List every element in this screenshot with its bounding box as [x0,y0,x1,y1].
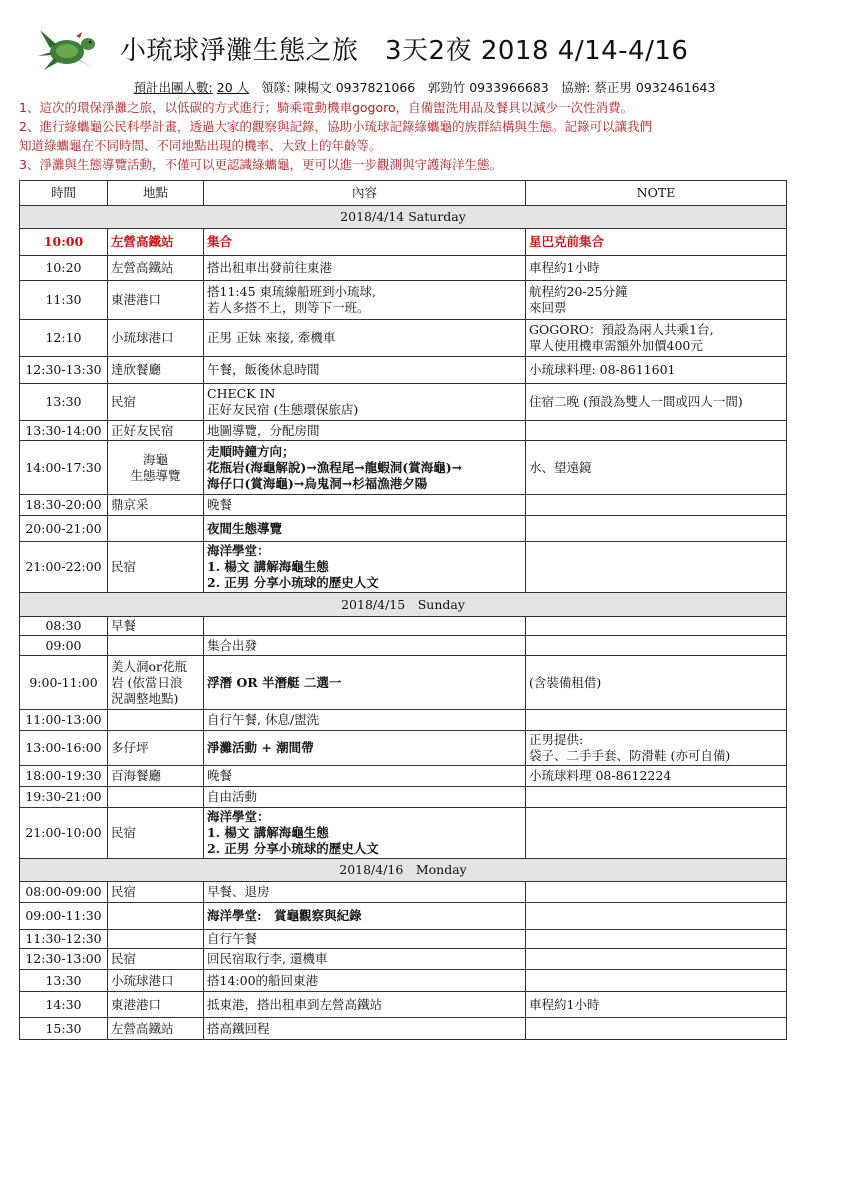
cell-note [526,882,787,903]
table-row [20,970,787,992]
cell-place: 多仔坪 [108,731,204,766]
cell-note [526,808,787,859]
cell-content: 午餐，飯後休息時間 [204,357,526,384]
note-line: 知道綠蠵龜在不同時間、不同地點出現的機率、大致上的年齡等。 [19,138,382,153]
table-row [20,882,787,903]
cell-note [526,710,787,731]
cell-time: 15:30 [20,1018,108,1040]
cell-place: 民宿 [108,949,204,970]
column-header-content: 內容 [204,181,526,206]
cell-note: 水、望遠鏡 [526,441,787,495]
cell-content: 海洋學堂： 1. 楊文 講解海龜生態 2. 正男 分享小琉球的歷史人文 [204,808,526,859]
cell-time: 18:00-19:30 [20,766,108,787]
table-row [20,903,787,930]
table-row [20,949,787,970]
cell-note [526,636,787,656]
cell-content: 晚餐 [204,495,526,516]
cell-time: 13:30 [20,384,108,421]
cell-content: 自行午餐 [204,930,526,949]
cell-place: 民宿 [108,882,204,903]
cell-place: 百海餐廳 [108,766,204,787]
cell-place: 東港港口 [108,281,204,320]
table-row [20,656,787,710]
cell-time: 09:00-11:30 [20,903,108,930]
cell-place: 正好友民宿 [108,421,204,441]
table-row [20,320,787,357]
cell-note: 正男提供: 袋子、二手手套、防滑鞋 (亦可自備) [526,731,787,766]
table-row [20,229,787,256]
cell-note [526,617,787,636]
table-row [20,357,787,384]
cell-note [526,970,787,992]
cell-time: 18:30-20:00 [20,495,108,516]
participants-label: 預計出團人數: [133,80,213,95]
cell-content: 浮潛 OR 半潛艇 二選一 [204,656,526,710]
cell-content: 搭11:45 東琉線船班到小琉球, 若人多搭不上，則等下一班。 [204,281,526,320]
cell-note: 住宿二晚 (預設為雙人一間或四人一間) [526,384,787,421]
cell-place: 小琉球港口 [108,320,204,357]
cell-note [526,1018,787,1040]
cell-place: 左營高鐵站 [108,1018,204,1040]
table-header-row [20,181,787,206]
cell-time: 12:10 [20,320,108,357]
cell-note [526,516,787,542]
cell-content [204,617,526,636]
table-row [20,636,787,656]
cell-time: 13:00-16:00 [20,731,108,766]
cell-note [526,930,787,949]
cell-place [108,903,204,930]
cell-note: 車程約1小時 [526,256,787,281]
cell-place [108,636,204,656]
cell-time: 12:30-13:00 [20,949,108,970]
cell-place: 民宿 [108,808,204,859]
cell-note: 小琉球料理 08-8612224 [526,766,787,787]
cell-content: 集合出發 [204,636,526,656]
cell-time: 12:30-13:30 [20,357,108,384]
cell-time: 13:30-14:00 [20,421,108,441]
cell-time: 9:00-11:00 [20,656,108,710]
table-row [20,710,787,731]
cell-content: 自由活動 [204,787,526,808]
cell-content: 晚餐 [204,766,526,787]
cell-content: 搭高鐵回程 [204,1018,526,1040]
cell-note: GOGORO：預設為兩人共乘1台, 單人使用機車需額外加價400元 [526,320,787,357]
table-row [20,256,787,281]
cell-content: 海洋學堂： 1. 楊文 講解海龜生態 2. 正男 分享小琉球的歷史人文 [204,542,526,593]
table-row [20,441,787,495]
cell-place [108,516,204,542]
column-header-place: 地點 [108,181,204,206]
day-header-row [20,206,787,229]
cell-content: 抵東港，搭出租車到左營高鐵站 [204,992,526,1018]
cell-time: 09:00 [20,636,108,656]
itinerary-table [19,180,787,1040]
cell-note [526,421,787,441]
table-row [20,617,787,636]
cell-place: 民宿 [108,384,204,421]
cell-content: 搭14:00的船回東港 [204,970,526,992]
table-row [20,731,787,766]
cell-place: 早餐 [108,617,204,636]
cell-content: 海洋學堂: 賞龜觀察與紀錄 [204,903,526,930]
cell-note: 車程約1小時 [526,992,787,1018]
cell-place: 美人洞or花瓶 岩 (依當日浪 況調整地點) [108,656,204,710]
cell-content: 集合 [204,229,526,256]
cell-place: 左營高鐵站 [108,229,204,256]
cell-time: 21:00-22:00 [20,542,108,593]
cell-content: CHECK IN 正好友民宿 (生態環保旅店) [204,384,526,421]
cell-place: 民宿 [108,542,204,593]
cell-content: 早餐、退房 [204,882,526,903]
note-line: 3、淨灘與生態導覽活動，不僅可以更認識綠蠵龜，更可以進一步觀測與守護海洋生態。 [19,157,502,172]
page-title: 小琉球淨灘生態之旅 3天2夜 2018 4/14-4/16 [120,36,689,66]
cell-note [526,787,787,808]
note-line: 1、這次的環保淨灘之旅，以低碳的方式進行；騎乘電動機車gogoro，自備盥洗用品及餐具以減少一次性消費。 [19,100,634,115]
cell-content: 夜間生態導覽 [204,516,526,542]
cell-note [526,903,787,930]
cell-place [108,787,204,808]
cell-note [526,949,787,970]
cell-place [108,710,204,731]
cell-place: 左營高鐵站 [108,256,204,281]
sea-turtle-logo [36,22,98,76]
cell-time: 20:00-21:00 [20,516,108,542]
table-row [20,766,787,787]
day-label: 2018/4/14 Saturday [20,206,787,229]
cell-note: 星巴克前集合 [526,229,787,256]
cell-note: (含裝備租借) [526,656,787,710]
table-row [20,808,787,859]
cell-time: 11:00-13:00 [20,710,108,731]
table-row [20,516,787,542]
column-header-time: 時間 [20,181,108,206]
table-row [20,542,787,593]
note-line: 2、進行綠蠵龜公民科學計畫，透過大家的觀察與記錄，協助小琉球記錄綠蠵龜的族群結構與生態。記錄可以讓我們 [19,119,652,134]
trip-notes [19,98,834,174]
cell-place [108,930,204,949]
day-label: 2018/4/16 Monday [20,859,787,882]
cell-content: 走順時鐘方向； 花瓶岩(海龜解說)→漁程尾→龍蝦洞(賞海龜)→ 海仔口(賞海龜)→烏鬼洞→杉福漁港夕陽 [204,441,526,495]
cell-time: 19:30-21:00 [20,787,108,808]
table-row [20,495,787,516]
day-header-row [20,859,787,882]
cell-place: 小琉球港口 [108,970,204,992]
itinerary-body [20,206,787,1040]
cell-note [526,495,787,516]
cell-content: 搭出租車出發前往東港 [204,256,526,281]
leader-contacts: 領隊: 陳楊文 0937821066 郭勁竹 0933966683 協辦: 蔡正男 0932461643 [261,80,716,95]
cell-note [526,542,787,593]
day-label: 2018/4/15 Sunday [20,593,787,617]
cell-time: 13:30 [20,970,108,992]
cell-content: 回民宿取行李, 還機車 [204,949,526,970]
table-row [20,992,787,1018]
cell-place: 鼎京采 [108,495,204,516]
cell-place: 海龜 生態導覽 [108,441,204,495]
cell-time: 11:30-12:30 [20,930,108,949]
cell-time: 10:00 [20,229,108,256]
cell-content: 淨灘活動 + 潮間帶 [204,731,526,766]
cell-content: 自行午餐, 休息/盥洗 [204,710,526,731]
cell-note: 航程約20-25分鐘 來回票 [526,281,787,320]
cell-time: 14:30 [20,992,108,1018]
column-header-note: NOTE [526,181,787,206]
cell-note: 小琉球料理: 08-8611601 [526,357,787,384]
trip-info-line [0,78,849,96]
cell-time: 21:00-10:00 [20,808,108,859]
participants-value: 20 人 [216,80,250,95]
table-row [20,930,787,949]
cell-time: 14:00-17:30 [20,441,108,495]
cell-content: 地圖導覽，分配房間 [204,421,526,441]
cell-time: 08:00-09:00 [20,882,108,903]
table-row [20,281,787,320]
table-row [20,384,787,421]
cell-time: 11:30 [20,281,108,320]
cell-time: 10:20 [20,256,108,281]
cell-content: 正男 正妹 來接, 牽機車 [204,320,526,357]
day-header-row [20,593,787,617]
table-row [20,1018,787,1040]
table-row [20,787,787,808]
table-row [20,421,787,441]
cell-place: 東港港口 [108,992,204,1018]
cell-time: 08:30 [20,617,108,636]
cell-place: 達欣餐廳 [108,357,204,384]
